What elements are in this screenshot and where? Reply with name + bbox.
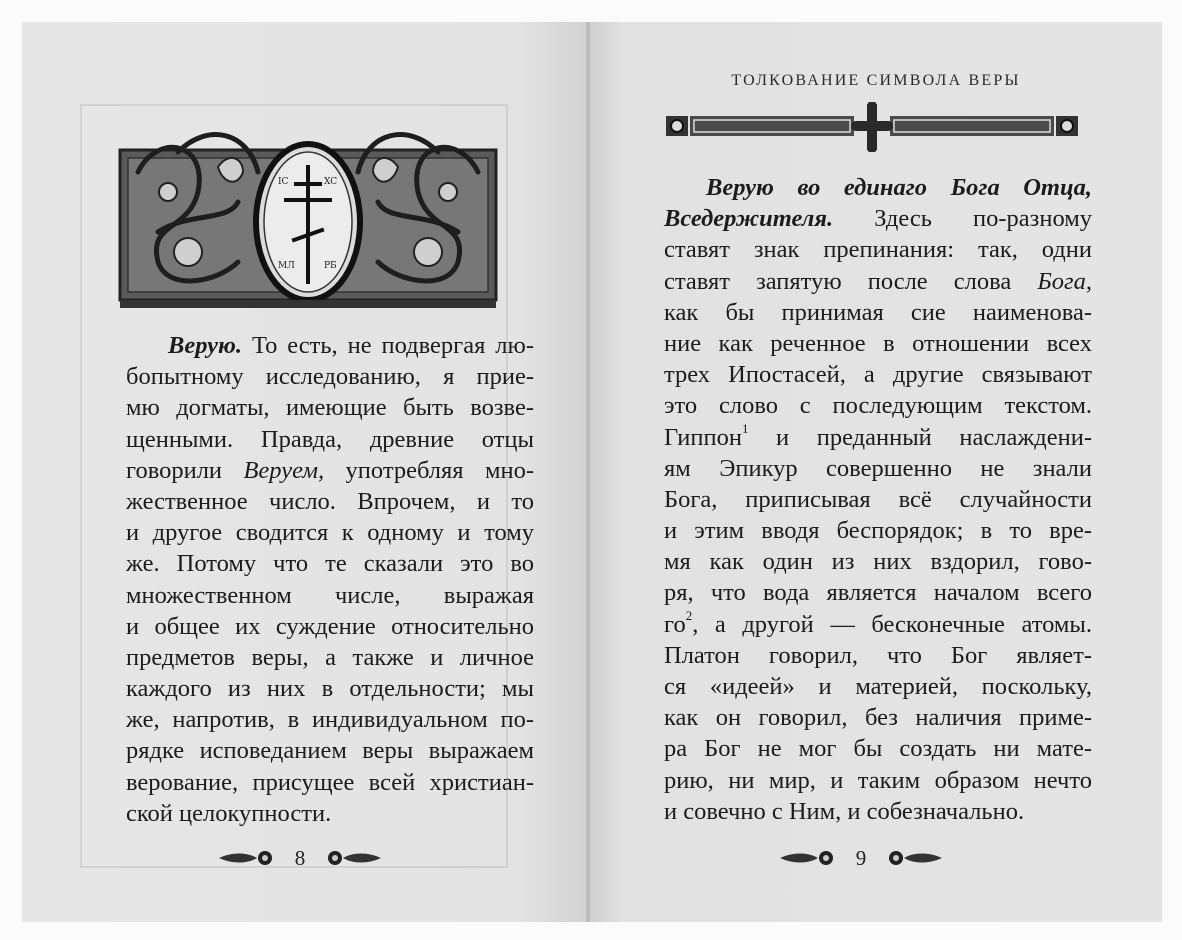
text-run: употребляя мно- xyxy=(324,456,534,484)
text-run: ям Эпикур совершенно не знали xyxy=(664,454,1092,482)
text-run: и преданный наслаждени- xyxy=(748,423,1092,451)
text-run: и этим вводя беспорядок; в то вре- xyxy=(664,517,1092,545)
text-line xyxy=(126,704,534,735)
text-run: ся «идеей» и материей, поскольку, xyxy=(664,673,1092,700)
text-run: множественном числе, выражая xyxy=(126,581,534,609)
text-line xyxy=(664,515,1092,546)
text-line xyxy=(664,484,1092,515)
text-run: это слово с последующим текстом. xyxy=(664,392,1092,420)
text-line xyxy=(664,733,1092,764)
text-line xyxy=(126,361,534,392)
right-page xyxy=(590,22,1162,922)
text-run: мю догматы, имеющие быть возве- xyxy=(126,394,534,422)
page-number-left: 8 xyxy=(294,845,306,870)
svg-text:РБ: РБ xyxy=(324,261,337,271)
text-line xyxy=(126,392,534,423)
text-run: Платон говорил, что Бог являет- xyxy=(664,641,1092,669)
text-run: Веруем, xyxy=(243,456,325,484)
running-head: ТОЛКОВАНИЕ СИМВОЛА ВЕРЫ xyxy=(731,72,1021,89)
text-run: Верую. xyxy=(168,332,243,359)
text-run: ской целокупности. xyxy=(126,799,332,827)
text-line xyxy=(664,359,1092,390)
text-line xyxy=(664,453,1092,484)
left-page xyxy=(22,22,588,922)
text-run: То есть, не подвергая лю- xyxy=(242,332,534,359)
text-run: верование, присущее всей христиан- xyxy=(126,768,534,796)
headpiece-ornament-icon xyxy=(118,112,498,312)
text-run: рядке исповеданием веры выражаем xyxy=(126,737,534,765)
text-run: рию, ни мир, и таким образом нечто xyxy=(664,766,1092,794)
text-line xyxy=(664,390,1092,421)
right-page-body-text xyxy=(664,172,1092,827)
text-run: щенными. Правда, древние отцы xyxy=(126,425,534,453)
text-run: как он говорил, без наличия приме- xyxy=(664,704,1092,732)
text-run: каждого из них в отдельности; мы xyxy=(126,675,534,703)
text-line xyxy=(664,609,1092,640)
text-line xyxy=(126,548,534,579)
left-page-body-text xyxy=(126,330,534,829)
text-line xyxy=(126,455,534,486)
right-flourish-icon xyxy=(886,848,944,868)
text-line xyxy=(664,266,1092,297)
text-run: Бога, xyxy=(1037,267,1092,295)
text-run: бопытному исследованию, я прие- xyxy=(126,363,534,391)
text-run: предметов веры, а также и личное xyxy=(126,643,534,671)
text-line xyxy=(664,671,1092,702)
text-run: , а другой — бесконечные атомы. xyxy=(692,610,1092,638)
text-run: жественное число. Впрочем, и то xyxy=(126,487,534,515)
text-run: как бы принимая сие наименова- xyxy=(664,298,1092,326)
text-line xyxy=(664,234,1092,265)
text-line xyxy=(126,486,534,517)
left-flourish-icon xyxy=(778,848,836,868)
text-line xyxy=(126,330,534,361)
text-run: говорили xyxy=(126,456,244,484)
text-line xyxy=(664,297,1092,328)
header-band xyxy=(666,102,1078,152)
text-line xyxy=(126,673,534,704)
text-run: же. Потому что те сказали это во xyxy=(126,550,534,578)
text-run: Здесь по-разному xyxy=(833,205,1092,233)
page-number-right: 9 xyxy=(855,845,867,870)
text-line xyxy=(664,172,1092,203)
text-run: Гиппон xyxy=(664,423,742,451)
text-line xyxy=(664,796,1092,827)
svg-text:МЛ: МЛ xyxy=(278,261,295,271)
text-line xyxy=(126,767,534,798)
svg-text:XC: XC xyxy=(324,177,338,187)
text-run: мя как один из них вздорил, гово- xyxy=(664,548,1092,576)
right-page-footer xyxy=(590,840,1162,876)
text-line xyxy=(664,546,1092,577)
text-line xyxy=(126,735,534,766)
footnote-marker: 1 xyxy=(741,421,749,437)
text-run: Вседержителя. xyxy=(664,205,834,233)
svg-text:IC: IC xyxy=(278,177,289,187)
text-run: го xyxy=(664,610,686,638)
text-run: и общее их суждение относительно xyxy=(126,612,534,640)
ornamental-headpiece xyxy=(118,112,498,312)
text-line xyxy=(126,798,534,829)
footnote-marker: 2 xyxy=(685,608,693,624)
text-line xyxy=(664,702,1092,733)
text-line xyxy=(664,422,1092,453)
right-flourish-icon xyxy=(325,848,383,868)
text-run: Верую во единаго Бога Отца, xyxy=(706,174,1092,201)
left-page-footer xyxy=(22,840,588,876)
text-line xyxy=(126,642,534,673)
text-line xyxy=(126,580,534,611)
text-run: ставят знак препинания: так, одни xyxy=(664,236,1092,264)
text-line xyxy=(664,328,1092,359)
text-run: ставят запятую после слова xyxy=(664,267,1038,295)
text-line xyxy=(664,640,1092,671)
text-line xyxy=(126,424,534,455)
text-line xyxy=(664,765,1092,796)
left-flourish-icon xyxy=(217,848,275,868)
text-run: Бога, приписывая всё случайности xyxy=(664,485,1092,513)
text-run: ра Бог не мог бы создать ни мате- xyxy=(664,735,1092,763)
text-run: и совечно с Ним, и собезначально. xyxy=(664,797,1025,825)
text-line xyxy=(126,611,534,642)
text-run: ря, что вода является началом всего xyxy=(664,579,1092,607)
text-line xyxy=(664,203,1092,234)
text-line xyxy=(664,577,1092,608)
text-line xyxy=(126,517,534,548)
text-run: ние как реченное в отношении всех xyxy=(664,329,1092,357)
text-run: же, напротив, в индивидуальном по- xyxy=(126,706,534,734)
text-run: и другое сводится к одному и тому xyxy=(126,519,534,547)
cross-band-ornament-icon xyxy=(666,102,1078,152)
text-run: трех Ипостасей, а другие связывают xyxy=(664,361,1092,389)
